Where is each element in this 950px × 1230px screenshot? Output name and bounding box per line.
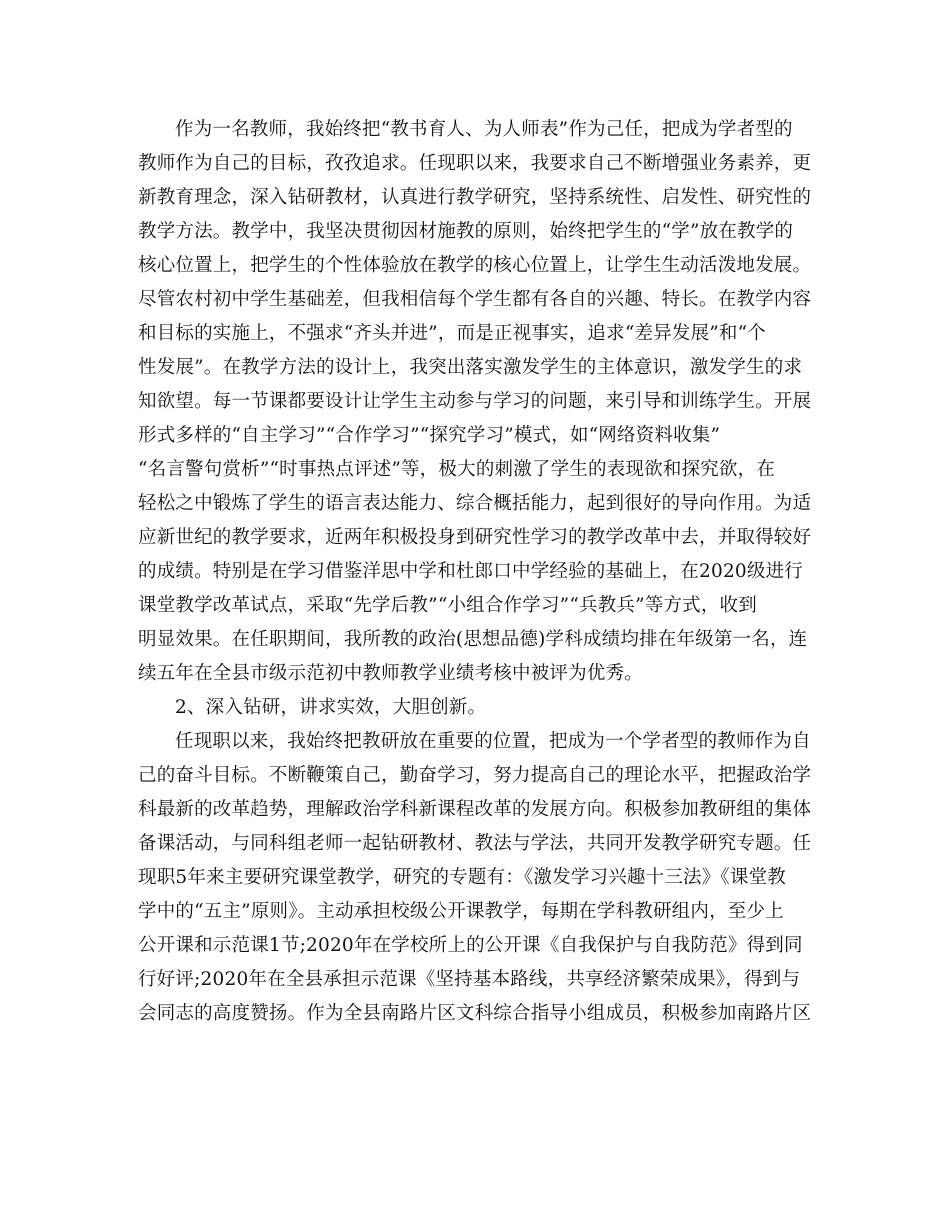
text-line: 应新世纪的教学要求，近两年积极投身到研究性学习的教学改革中去，并取得较好 [138, 527, 812, 548]
text-line: 教学方法。教学中，我坚决贯彻因材施教的原则，始终把学生的“学”放在教学的 [138, 221, 794, 242]
text-line: 科最新的改革趋势，理解政治学科新课程改革的发展方向。积极参加教研组的集体 [138, 799, 812, 820]
text-line: 会同志的高度赞扬。作为全县南路片区文科综合指导小组成员，积极参加南路片区 [138, 1003, 812, 1024]
text-line: 备课活动，与同科组老师一起钻研教材、教法与学法，共同开发教学研究专题。任 [138, 833, 812, 854]
text-line: 知欲望。每一节课都要设计让学生主动参与学习的问题，来引导和训练学生。开展 [138, 391, 812, 412]
text-line: 轻松之中锻炼了学生的语言表达能力、综合概括能力，起到很好的导向作用。为适 [138, 493, 812, 514]
text-line: 和目标的实施上，不强求“齐头并进”，而是正视事实，追求“差异发展”和“个 [138, 323, 766, 344]
section-heading: 2、深入钻研，讲求实效，大胆创新。 [175, 697, 487, 718]
text-line: “名言警句赏析”“时事热点评述”等，极大的刺激了学生的表现欲和探究欲，在 [138, 459, 776, 480]
text-line: 新教育理念，深入钻研教材，认真进行教学研究，坚持系统性、启发性、研究性的 [138, 187, 812, 208]
text-line: 明显效果。在任职期间，我所教的政治(思想品德)学科成绩均排在年级第一名，连 [138, 629, 808, 650]
text-line: 形式多样的“自主学习”“合作学习”“探究学习”模式，如“网络资料收集” [138, 425, 721, 446]
text-line: 课堂教学改革试点，采取“先学后教”“小组合作学习”“兵教兵”等方式，收到 [138, 595, 757, 616]
text-line: 续五年在全县市级示范初中教师教学业绩考核中被评为优秀。 [138, 663, 643, 684]
text-line: 的成绩。特别是在学习借鉴洋思中学和杜郎口中学经验的基础上，在2020级进行 [138, 561, 803, 582]
text-line: 己的奋斗目标。不断鞭策自己，勤奋学习，努力提高自己的理论水平，把握政治学 [138, 765, 812, 786]
text-line: 任现职以来，我始终把教研放在重要的位置，把成为一个学者型的教师作为自 [175, 731, 811, 752]
text-line: 学中的“五主”原则》。主动承担校级公开课教学，每期在学科教研组内，至少上 [138, 901, 784, 922]
text-line: 现职5年来主要研究课堂教学，研究的专题有：《激发学习兴趣十三法》《课堂教 [138, 867, 786, 888]
text-line: 作为一名教师，我始终把“教书育人、为人师表”作为己任，把成为学者型的 [175, 119, 793, 140]
text-line: 教师作为自己的目标，孜孜追求。任现职以来，我要求自己不断增强业务素养，更 [138, 153, 812, 174]
text-line: 性发展”。在教学方法的设计上，我突出落实激发学生的主体意识，激发学生的求 [138, 357, 803, 378]
text-line: 尽管农村初中学生基础差，但我相信每个学生都有各自的兴趣、特长。在教学内容 [138, 289, 812, 310]
text-line: 核心位置上，把学生的个性体验放在教学的核心位置上，让学生生动活泼地发展。 [138, 255, 812, 276]
text-line: 行好评;2020年在全县承担示范课《坚持基本路线，共享经济繁荣成果》，得到与 [138, 969, 801, 990]
text-line: 公开课和示范课1节;2020年在学校所上的公开课《自我保护与自我防范》得到同 [138, 935, 803, 956]
